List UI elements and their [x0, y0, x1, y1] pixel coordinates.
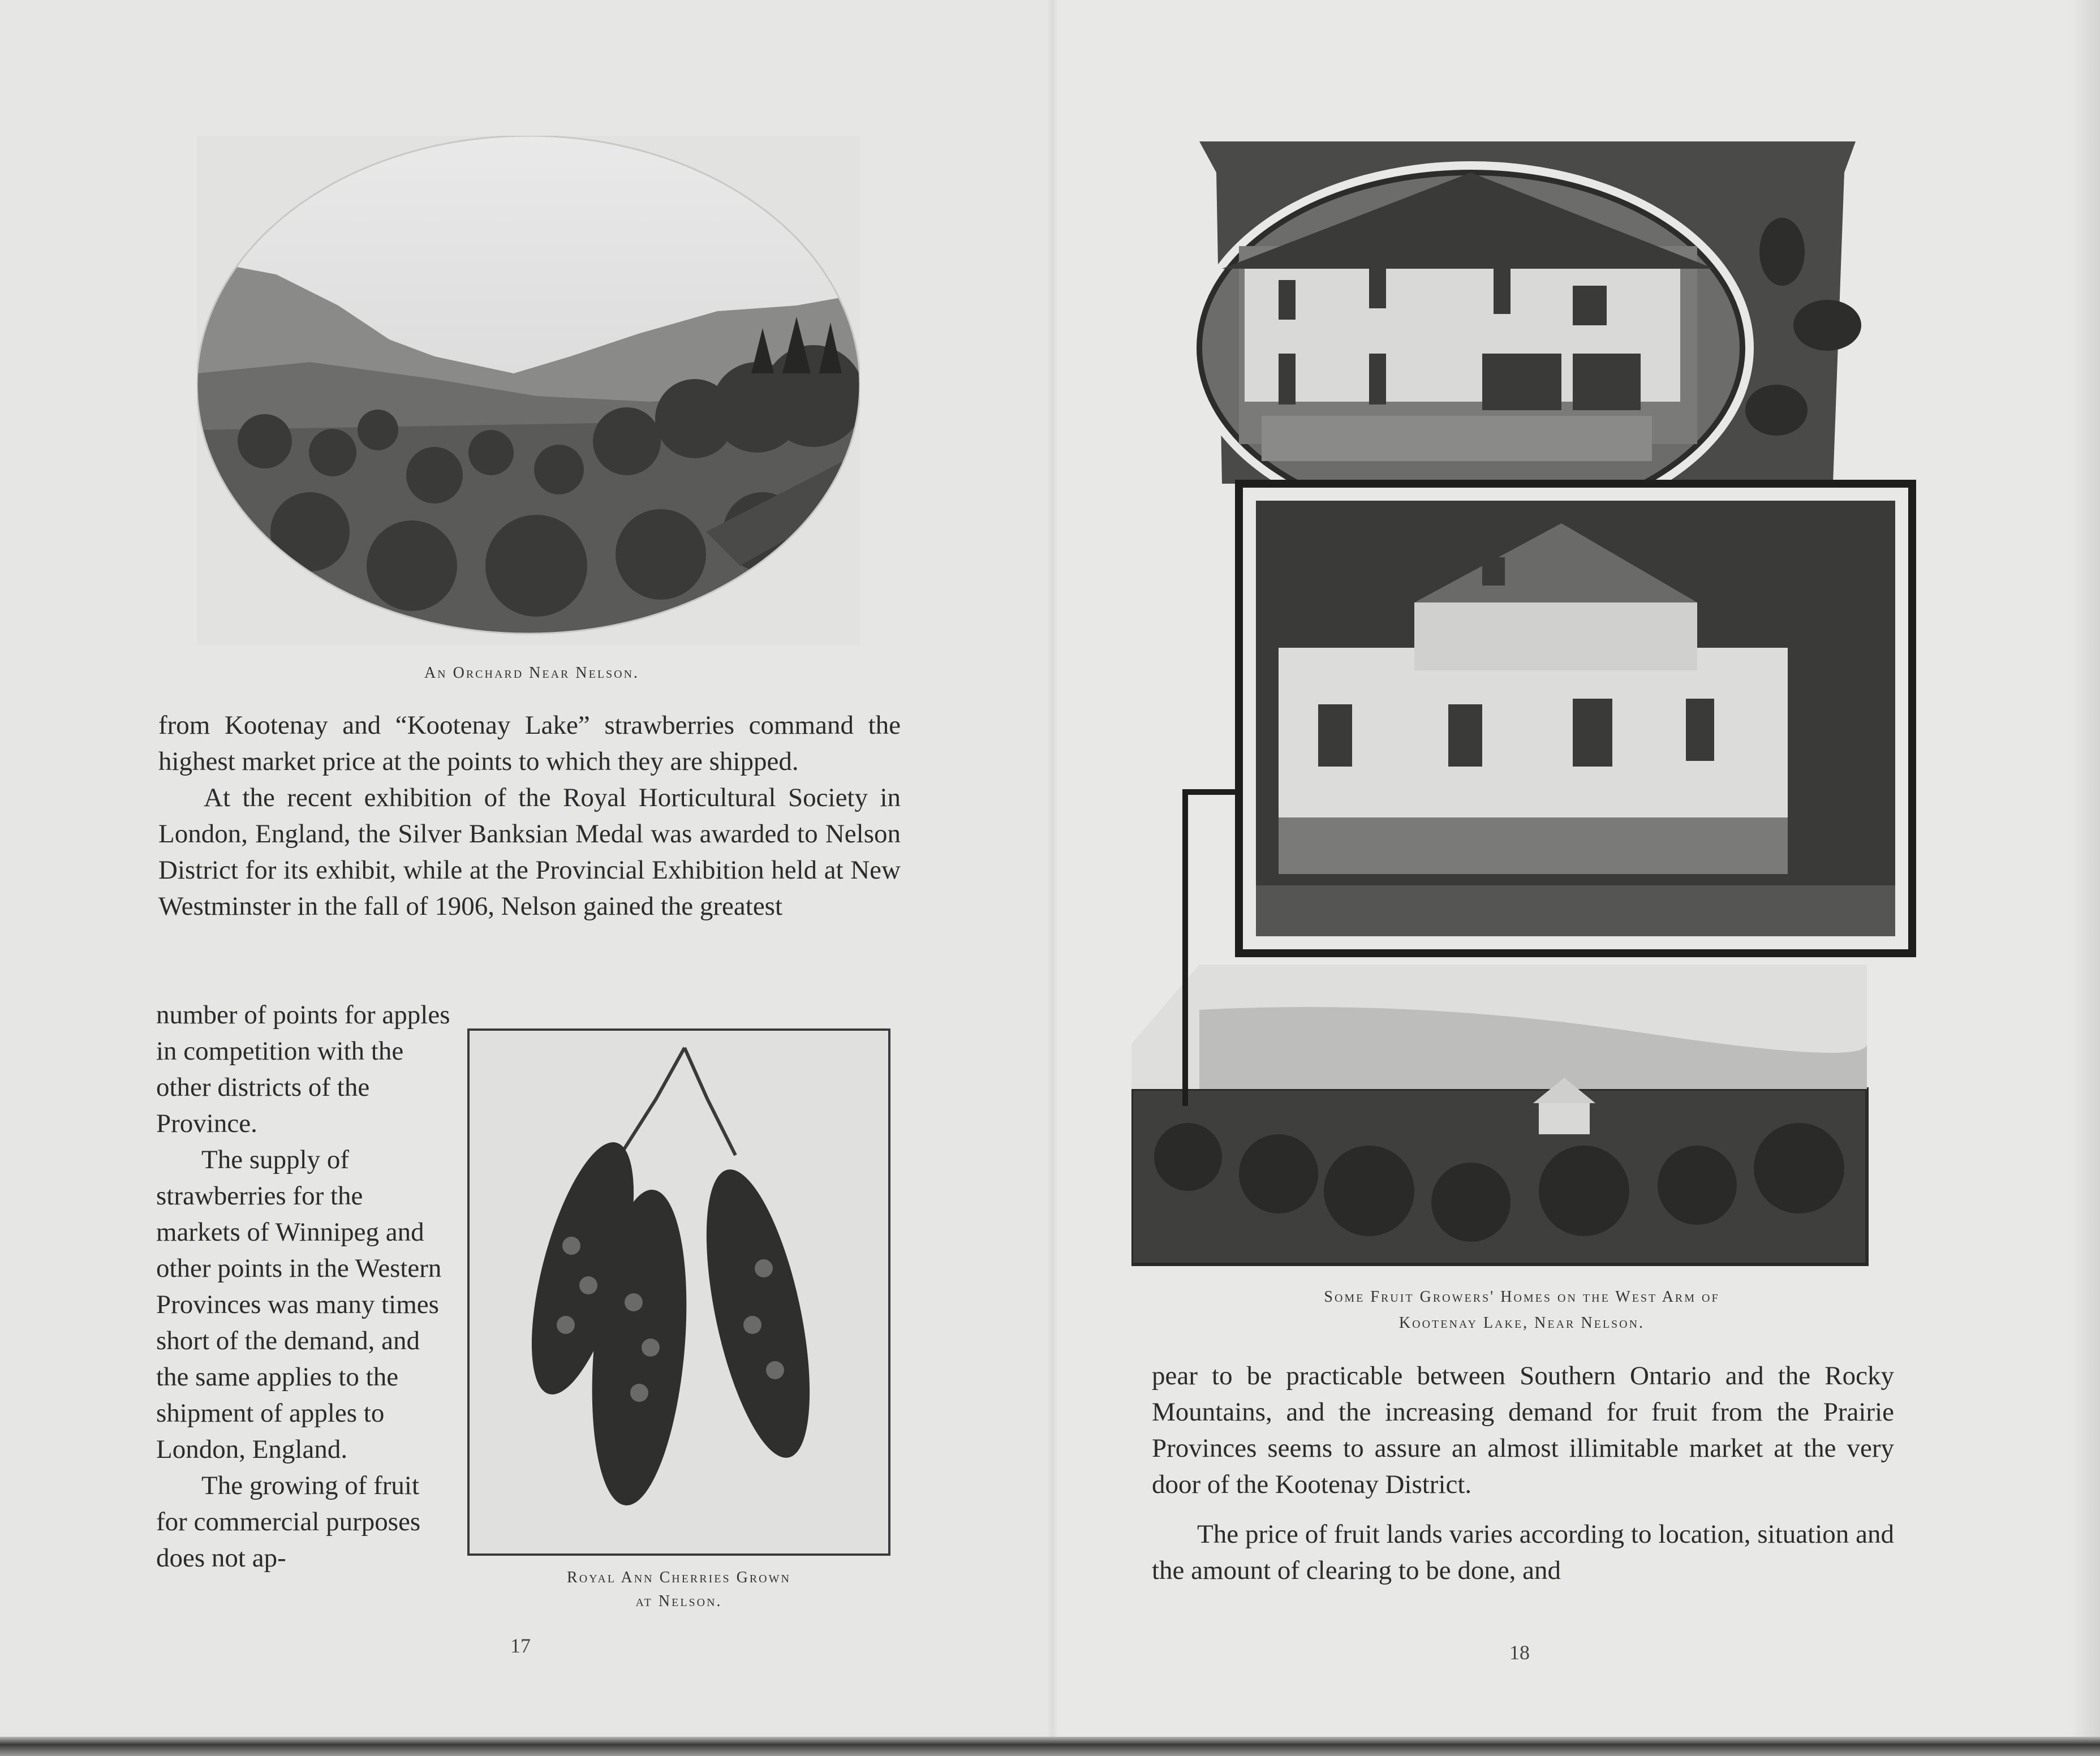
page-edge [2071, 0, 2100, 1737]
left-paragraph-2-continued: number of points for apples in competition with the other districts of the Province. [156, 1000, 450, 1138]
left-paragraph-3: The supply of strawberries for the markets of Winnipeg and other points in the Western Provinces was many times short of the demand, and the same applies to the shipment of apples to London, England. [156, 1145, 442, 1464]
cherries-illustration [470, 1031, 888, 1553]
homes-caption [1199, 1284, 1844, 1336]
left-text-block-top [158, 707, 901, 924]
homes-caption-line-1: Some Fruit Growers' Homes on the West Arm of [1324, 1288, 1720, 1306]
scan-bottom-edge [0, 1737, 2100, 1756]
page-number-left: 17 [510, 1634, 531, 1657]
left-paragraph-1: from Kootenay and “Kootenay Lake” strawberries command the highest market price at the points to which they are shipped. [158, 711, 901, 776]
left-text-block-column [156, 997, 453, 1576]
right-paragraph-1: pear to be practicable between Southern Ontario and the Rocky Mountains, and the increasing demand for fruit from the Prairie Provinces seems to assure an almost illimitable market at the very door of the Kootenay District. [1152, 1361, 1894, 1499]
page-number-right: 18 [1509, 1641, 1530, 1664]
left-paragraph-4: The growing of fruit for commercial purposes does not ap- [156, 1471, 421, 1573]
homes-caption-line-2: Kootenay Lake, Near Nelson. [1398, 1314, 1645, 1332]
homes-composite-photo [1131, 139, 1923, 1270]
cherries-caption-line-1: Royal Ann Cherries Grown [567, 1569, 791, 1586]
orchard-illustration [197, 136, 860, 645]
cherries-caption-line-2: at Nelson. [635, 1593, 722, 1610]
cherries-photo [467, 1028, 890, 1556]
orchard-photo [197, 136, 860, 645]
left-paragraph-2: At the recent exhibition of the Royal Horticultural Society in London, England, the Silver Banksian Medal was awarded to Nelson District for its exhibit, while at the Provincial Exhibition held at New Westminster in the fall of 1906, Nelson gained the greatest [158, 783, 901, 921]
right-paragraph-2: The price of fruit lands varies according to location, situation and the amount of clearing to be done, and [1152, 1520, 1894, 1585]
cherries-caption [475, 1566, 883, 1613]
book-gutter [1047, 0, 1058, 1737]
right-text-block [1152, 1358, 1894, 1589]
orchard-caption: An Orchard Near Nelson. [424, 664, 640, 682]
homes-illustration [1131, 139, 1923, 1270]
